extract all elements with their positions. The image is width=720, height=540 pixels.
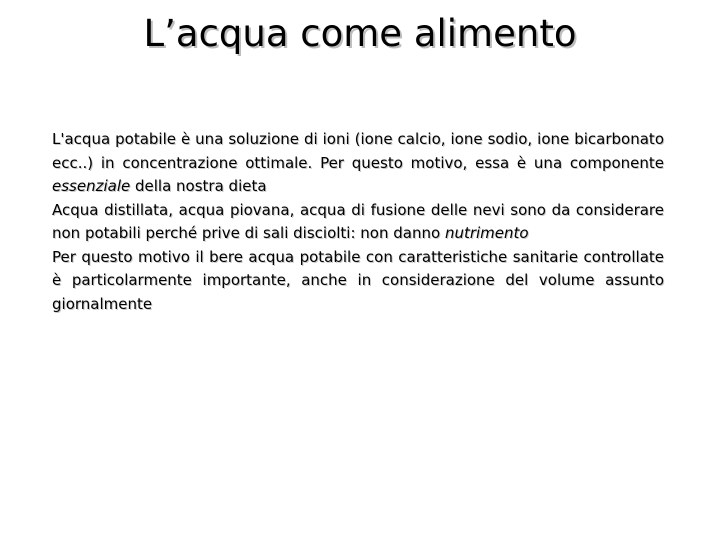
paragraph-text: Acqua distillata, acqua piovana, acqua di fusione delle nevi sono da considerare non potabili perché prive di sali disciolti: non danno: [52, 200, 664, 242]
paragraph-importance: [52, 246, 664, 317]
emphasis-nutrimento: nutrimento: [444, 224, 529, 242]
slide-title: L’acqua come alimento: [143, 12, 577, 55]
emphasis-essenziale: essenziale: [52, 177, 131, 195]
paragraph-drinking-water: [52, 128, 664, 199]
paragraph-text: della nostra dieta: [130, 177, 267, 195]
paragraph-text: Per questo motivo il bere acqua potabile con caratteristiche sanitarie controllate è particolarmente importante, anche in considerazione del volume assunto giornalmente: [52, 247, 664, 313]
paragraph-non-potable-water: [52, 199, 664, 246]
slide-body: [52, 128, 664, 316]
paragraph-text: L'acqua potabile è una soluzione di ioni (ione calcio, ione sodio, ione bicarbonato ecc..) in concentrazione ottimale. Per questo motivo, essa è una componente: [52, 130, 664, 172]
